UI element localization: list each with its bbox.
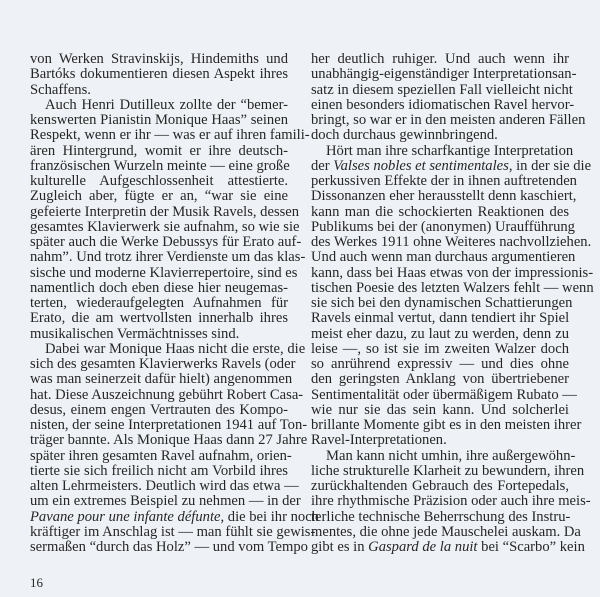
text-line: Und auch wenn man durchaus argumentieren (311, 249, 576, 266)
text-line: perkussiven Effekte der in ihnen auftretenden (311, 173, 577, 189)
text-line: kulturelle Aufgeschlossenheit attestierte. (30, 173, 288, 189)
text-line: Dissonanzen eher herausstellt denn kaschiert, (311, 188, 577, 205)
text-line: um ein extremes Beispiel zu nehmen — in der (30, 493, 301, 510)
text-line: ihre rhythmische Präzision oder auch ihre meis- (311, 493, 591, 510)
text-line: später auch die Werke Debussys für Erato auf- (30, 234, 302, 250)
text-line: tierte sie sich freilich nicht am Vorbild ihres (30, 462, 288, 479)
text-line (30, 508, 319, 525)
text-line: zurückhaltenden Gebrauch des Fortepedals, (311, 478, 569, 494)
text-segment: gibt es in (311, 539, 369, 555)
text-line: des Werkes 1911 ohne Weiteres nachvollziehen. (311, 234, 592, 250)
text-line: was man seinerzeit dafür hielt) angenommen (30, 371, 293, 388)
text-line: wie nur sie das sein kann. Und solcherlei (311, 401, 569, 418)
text-line: einen besonders idiomatischen Ravel hervor- (311, 96, 575, 113)
text-line: sermaßen “durch das Holz” — und vom Tempo (30, 539, 308, 555)
text-line: brillante Momente gibt es in den meisten ihrer (311, 417, 582, 433)
text-line: desus, einem engen Vertrauten des Kompo- (30, 401, 288, 418)
text-column-right (311, 51, 594, 555)
text-line: alten Lehrmeisters. Deutlich wird das etwa — (30, 478, 299, 494)
text-line: kann, dass bei Haas etwas von der impressionis- (311, 264, 594, 281)
text-line: später ihren gesamten Ravel aufnahm, orien- (30, 447, 292, 464)
text-line: doch durchaus gewinnbringend. (311, 127, 498, 144)
text-line: Ravels einmal vertut, dann tendiert ihr Spiel (311, 310, 570, 327)
text-line: Respekt, wenn er ihr — was er auf ihren famili- (30, 127, 310, 144)
text-line: namentlich doch eben diese hier neugemas- (30, 279, 288, 296)
paragraph (30, 96, 310, 342)
text-line: Dabei war Monique Haas nicht die erste, die (45, 340, 306, 357)
paragraph (311, 51, 586, 144)
paragraph (311, 447, 591, 556)
text-line: meist eher dazu, zu laut zu werden, denn zu (311, 325, 569, 342)
text-line: mentes, die ohne jede Mauschelei auskam. Da (311, 523, 581, 540)
text-line: Publikums bei der (anonymen) Uraufführung (311, 218, 575, 235)
text-line: her deutlich ruhiger. Und auch wenn ihr (311, 51, 569, 67)
text-line: Zugleich aber, fügte er an, “war sie eine (30, 188, 288, 205)
text-line (311, 157, 592, 174)
paragraph (311, 142, 594, 449)
text-line: sich des gesamten Klavierwerks Ravels (oder (30, 356, 296, 372)
paragraph (30, 340, 319, 556)
text-column-left (30, 51, 319, 555)
text-segment: der (311, 157, 334, 174)
text-line: Man kann nicht umhin, ihre außergewöhn- (326, 447, 576, 464)
text-line: so anrührend expressiv — und dies ohne (311, 356, 569, 372)
text-line (311, 539, 585, 555)
text-segment: , in der sie die (508, 157, 592, 174)
italic-title: Gaspard de la nuit (368, 539, 478, 555)
text-segment: bei “Scarbo” kein (477, 539, 585, 555)
text-line: nahm”. Und trotz ihrer Verdienste um das klas- (30, 249, 306, 266)
italic-title: Pavane pour une infante défunte (30, 508, 221, 525)
text-line: französischen Wurzeln meinte — eine große (30, 157, 290, 174)
text-line: tischen Poesie des letzten Walzers fehlt — wenn (311, 279, 594, 296)
text-line: hat. Diese Auszeichnung gebührt Robert Casa- (30, 386, 304, 403)
text-line: Sentimentalität oder übermäßigem Rubato — (311, 386, 577, 403)
text-line: musikalischen Vermächtnisses sind. (30, 325, 240, 342)
paragraph (30, 52, 288, 98)
text-line: terliche technische Beherrschung des Instru- (311, 508, 571, 525)
page-number: 16 (30, 575, 43, 590)
text-line: ären Hintergrund, womit er ihre deutsch- (30, 142, 288, 159)
text-line: nisten, der seine Interpretationen 1941 auf Ton- (30, 417, 308, 433)
text-line: Ravel-Interpretationen. (311, 432, 447, 449)
text-line: sische und moderne Klavierrepertoire, sind es (30, 264, 298, 281)
text-line: liche strukturelle Klarheit zu bewundern, ihren (311, 462, 585, 479)
text-line: gefeierte Interpretin der Musik Ravels, dessen (30, 203, 300, 220)
text-segment: , die bei ihr noch (220, 508, 319, 525)
text-line: leise —, so ist sie im zweiten Walzer doch (311, 340, 569, 357)
text-line: kann man die schockierten Reaktionen des (311, 203, 569, 220)
text-line: den geringsten Anklang von übertriebener (311, 371, 569, 388)
italic-title: Valses nobles et sentimentales (333, 157, 509, 174)
text-line: gesamtes Klavierwerk sie aufnahm, so wie sie (30, 218, 300, 235)
text-line: Schaffens. (30, 81, 91, 98)
text-line: Bartóks dokumentieren diesen Aspekt ihres (30, 66, 288, 83)
text-line: träger bannte. Als Monique Haas dann 27 Jahre (30, 432, 308, 449)
text-line: sie sich bei den dynamischen Schattierungen (311, 295, 573, 311)
text-line: satz in diesem speziellen Fall vielleicht nicht (311, 81, 573, 98)
text-line: kenswerten Pianistin Monique Haas” seinen (30, 112, 288, 128)
text-line: von Werken Stravinskijs, Hindemiths und (30, 51, 288, 67)
text-line: Auch Henri Dutilleux zollte der “bemer- (45, 96, 288, 113)
text-line: kräftiger im Anschlag ist — man fühlt sie gewis- (30, 523, 316, 540)
text-line: terten, wiederaufgelegten Aufnahmen für (30, 295, 288, 311)
text-line: bringt, so war er in den meisten anderen Fällen (311, 112, 586, 128)
text-line: Hört man ihre scharfkantige Interpretation (326, 142, 574, 159)
text-line: Erato, die am wertvollsten innerhalb ihres (30, 310, 288, 327)
text-line: unabhängig-eigenständiger Interpretationsan- (311, 66, 577, 83)
